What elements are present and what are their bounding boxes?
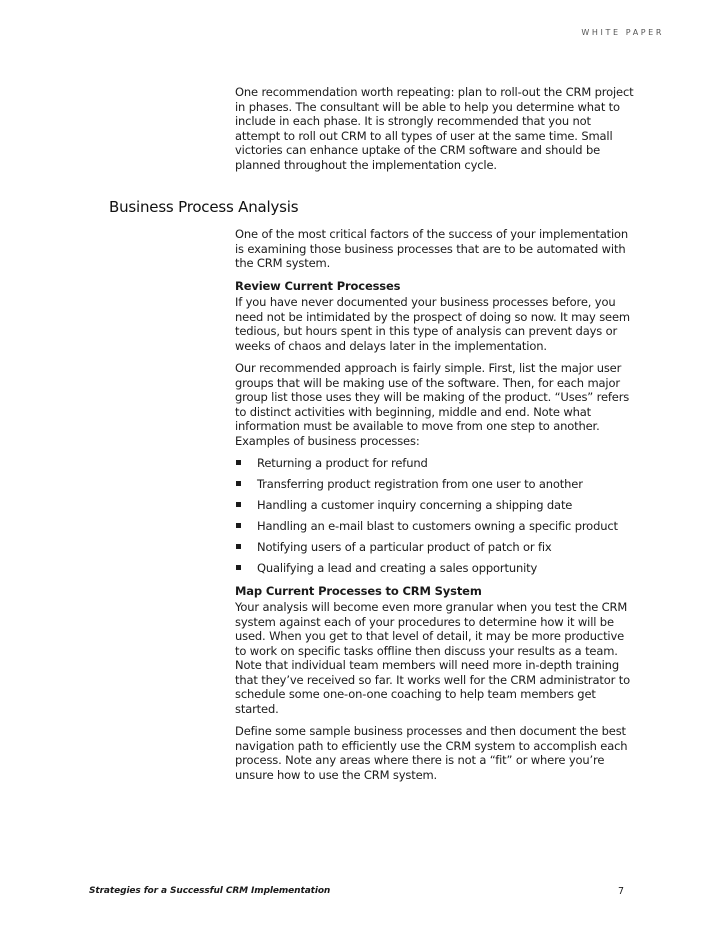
list-item: [235, 498, 635, 513]
section-body: [235, 227, 635, 790]
intro-block: [235, 85, 635, 180]
list-item: [235, 456, 635, 471]
footer-document-title: Strategies for a Successful CRM Implementation: [89, 886, 331, 896]
list-item-text: Handling an e-mail blast to customers owning a specific product: [257, 519, 618, 534]
review-heading: Review Current Processes: [235, 278, 401, 293]
map-heading: Map Current Processes to CRM System: [235, 583, 482, 598]
bullet-icon: [236, 565, 241, 570]
review-paragraph-1: If you have never documented your business processes before, you need not be intimidated by the prospect of doing so now. It may seem tedious, but hours spent in this type of analysis can prevent days or weeks of chaos and delays later in the implementation.: [235, 295, 630, 353]
bullet-icon: [236, 544, 241, 549]
map-paragraph-1: Your analysis will become even more granular when you test the CRM system against each of your procedures to determine how it will be used. When you get to that level of detail, it may be more productive to work on specific tasks offline then discuss your results as a team. Note that individual team members will need more in-depth training that they’ve received so far. It works well for the CRM administrator to schedule some one-on-one coaching to help team members get started.: [235, 600, 630, 716]
section-title: Business Process Analysis: [109, 198, 299, 216]
list-item-text: Qualifying a lead and creating a sales opportunity: [257, 561, 538, 576]
section-intro-paragraph: One of the most critical factors of the success of your implementation is examining those business processes that are to be automated with the CRM system.: [235, 227, 629, 270]
list-item-text: Notifying users of a particular product of patch or fix: [257, 540, 552, 555]
list-item: [235, 540, 635, 555]
document-header-label: WHITE PAPER: [581, 28, 664, 37]
bullet-icon: [236, 481, 241, 486]
footer-page-number: 7: [617, 886, 624, 897]
process-examples-list: [235, 456, 635, 576]
list-item: [235, 561, 635, 576]
intro-paragraph: One recommendation worth repeating: plan to roll-out the CRM project in phases. The consultant will be able to help you determine what to include in each phase. It is strongly recommended that you not attempt to roll out CRM to all types of user at the same time. Small victories can enhance uptake of the CRM software and should be planned throughout the implementation cycle.: [235, 85, 634, 172]
list-item-text: Transferring product registration from one user to another: [257, 477, 583, 492]
list-item: [235, 519, 635, 534]
list-item-text: Handling a customer inquiry concerning a shipping date: [257, 498, 573, 513]
list-item-text: Returning a product for refund: [257, 456, 428, 470]
bullet-icon: [236, 523, 241, 528]
bullet-icon: [236, 460, 241, 465]
review-paragraph-2: Our recommended approach is fairly simple. First, list the major user groups that will be making use of the software. Then, for each major group list those uses they will be making of the product. “Uses” refers to distinct activities with beginning, middle and end. Note what information must be available to move from one step to another. Examples of business processes:: [235, 361, 630, 448]
bullet-icon: [236, 502, 241, 507]
list-item: [235, 477, 635, 492]
map-paragraph-2: Define some sample business processes and then document the best navigation path to efficiently use the CRM system to accomplish each process. Note any areas where there is not a “fit” or where you’re unsure how to use the CRM system.: [235, 724, 628, 782]
